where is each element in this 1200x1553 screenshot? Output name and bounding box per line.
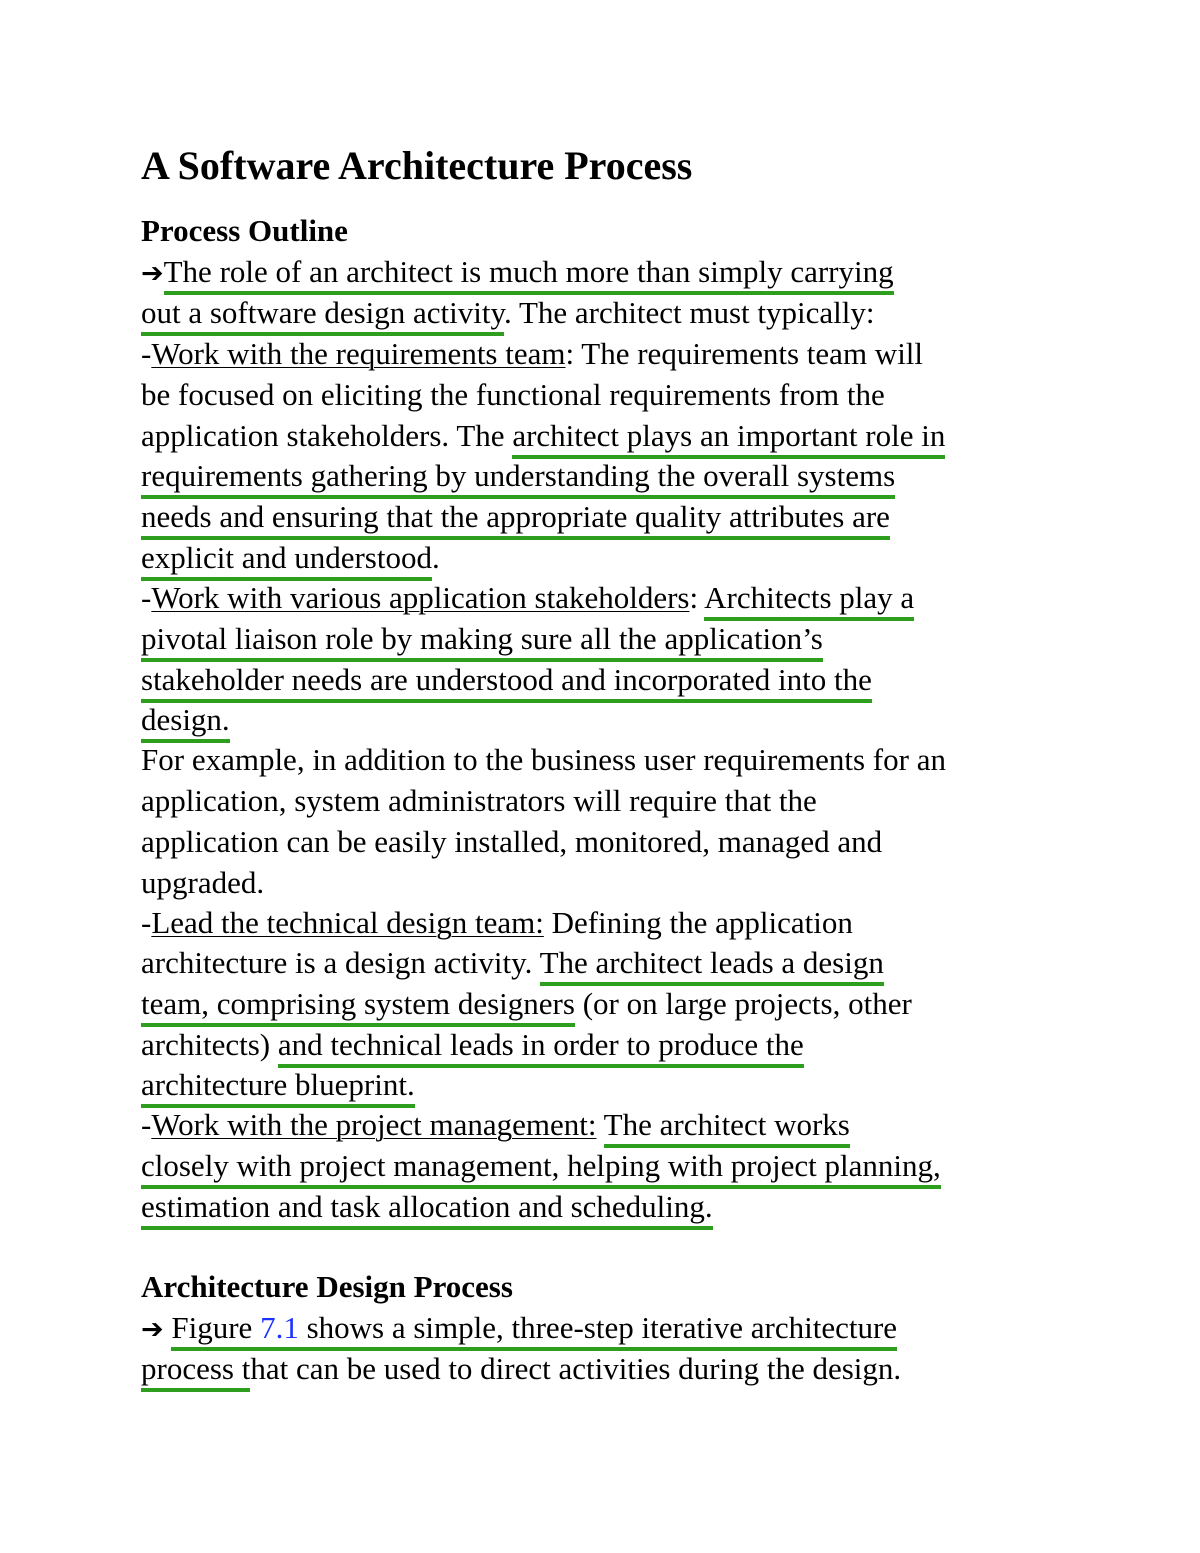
figure-reference-link[interactable]: 7.1: [260, 1310, 299, 1345]
text-line: [141, 1146, 941, 1186]
plain-text: application can be easily installed, monitored, managed and: [141, 824, 883, 859]
text-line: [141, 1065, 415, 1105]
text-line: [141, 903, 853, 943]
plain-text: [596, 1107, 603, 1142]
plain-text: -: [141, 580, 152, 615]
green-underlined-text: team, comprising system designers: [141, 986, 575, 1027]
text-line: [141, 578, 914, 618]
text-line: [141, 293, 874, 333]
text-line: [141, 1025, 804, 1065]
green-underlined-text: Architects play a: [704, 580, 914, 621]
plain-text: For example, in addition to the business user requirements for an: [141, 742, 946, 777]
arrow-right-icon: ➔: [141, 1314, 164, 1345]
section-heading-architecture-design: Architecture Design Process: [141, 1269, 513, 1304]
plain-text: :: [689, 580, 705, 615]
text-line: [141, 1308, 897, 1348]
plain-text: application, system administrators will require that the: [141, 783, 817, 818]
text-line: [141, 1187, 713, 1227]
text-line: [141, 863, 264, 903]
green-underlined-text: pivotal liaison role by making sure all the application’s: [141, 621, 823, 662]
text-line: [141, 1349, 901, 1389]
text-line: [141, 700, 230, 740]
plain-text: -: [141, 336, 152, 371]
green-underlined-text: The role of an architect is much more than simply carrying: [164, 254, 894, 295]
plain-text: hat can be used to direct activities during the design.: [250, 1351, 902, 1386]
plain-text: . The architect must typically:: [504, 295, 875, 330]
text-line: [141, 252, 894, 292]
green-underlined-text: The architect works: [604, 1107, 850, 1148]
text-line: [141, 943, 884, 983]
plain-text: architecture is a design activity.: [141, 945, 540, 980]
green-underlined-text: out a software design activity: [141, 295, 504, 336]
plain-text: .: [432, 540, 440, 575]
green-underlined-text: architecture blueprint.: [141, 1067, 415, 1108]
plain-text: (or on large projects, other: [574, 986, 912, 1021]
arrow-right-icon: ➔: [141, 258, 164, 289]
plain-text: upgraded.: [141, 865, 265, 900]
underlined-heading-text: Work with various application stakeholders: [151, 580, 690, 615]
text-line: [141, 538, 440, 578]
text-line: [141, 334, 923, 374]
plain-text: : The requirements team will: [565, 336, 924, 371]
plain-text: -: [141, 905, 152, 940]
plain-text: shows a simple, three-step iterative architecture: [298, 1310, 898, 1345]
text-line: [141, 984, 912, 1024]
text-line: [141, 1105, 850, 1145]
underlined-heading-text: Work with the requirements team: [151, 336, 566, 371]
plain-text: Defining the application: [543, 905, 853, 940]
green-underlined-text: stakeholder needs are understood and incorporated into the: [141, 662, 872, 703]
green-underlined-text: architect plays an important role in: [512, 418, 945, 459]
green-underlined-text: explicit and understood: [141, 540, 432, 581]
text-line: [141, 822, 882, 862]
text-line: [141, 660, 872, 700]
green-underlined-text: design.: [141, 702, 230, 743]
text-line: [141, 619, 823, 659]
text-line: [141, 375, 885, 415]
plain-text: -: [141, 1107, 152, 1142]
text-line: [141, 456, 895, 496]
section-heading-process-outline: Process Outline: [141, 213, 348, 248]
green-underlined-text: The architect leads a design: [540, 945, 884, 986]
plain-text: be focused on eliciting the functional requirements from the: [141, 377, 885, 412]
plain-text: application stakeholders. The: [141, 418, 513, 453]
green-underlined-text: [171, 1310, 897, 1351]
plain-text: architects): [141, 1027, 278, 1062]
page-title: A Software Architecture Process: [141, 143, 693, 188]
green-underlined-text: requirements gathering by understanding the overall systems: [141, 458, 895, 499]
text-line: [141, 497, 890, 537]
text-line: [141, 781, 817, 821]
green-underlined-text: closely with project management, helping with project planning,: [141, 1148, 941, 1189]
text-line: [141, 740, 946, 780]
green-underlined-text: estimation and task allocation and scheduling.: [141, 1189, 713, 1230]
underlined-heading-text: Work with the project management:: [151, 1107, 597, 1142]
green-underlined-text: needs and ensuring that the appropriate quality attributes are: [141, 499, 890, 540]
plain-text: Figure: [171, 1310, 261, 1345]
underlined-heading-text: Lead the technical design team:: [151, 905, 544, 940]
green-underlined-text: process t: [141, 1351, 250, 1392]
text-line: [141, 416, 945, 456]
green-underlined-text: and technical leads in order to produce the: [278, 1027, 804, 1068]
